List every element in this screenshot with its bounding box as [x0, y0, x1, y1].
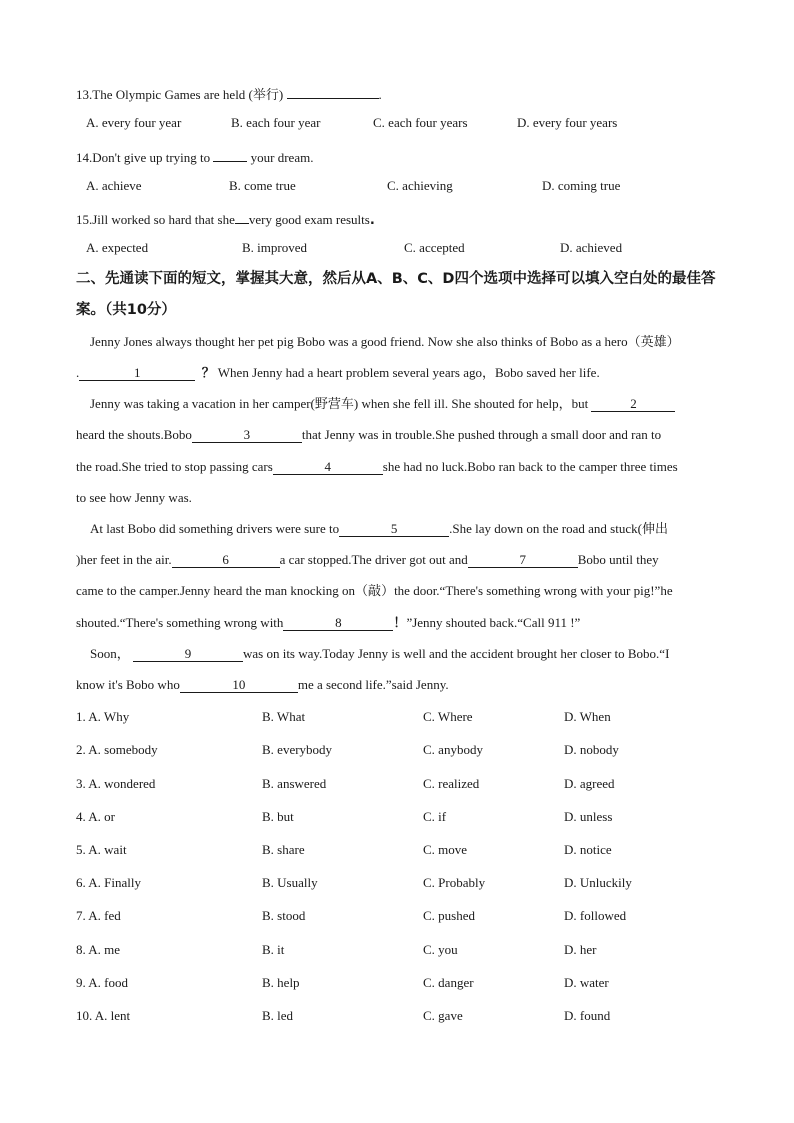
choice-10-a[interactable]: 10. A. lent: [76, 1008, 131, 1023]
q13-period: .: [378, 87, 382, 102]
choice-3-c[interactable]: C. realized: [423, 776, 480, 791]
passage-text: shouted.“There's something wrong with: [76, 615, 284, 630]
passage-line-2: [76, 365, 600, 382]
choice-3-a[interactable]: 3. A. wondered: [76, 776, 156, 791]
passage-line-11: [90, 646, 669, 662]
passage-line-9: [76, 583, 673, 600]
passage-text: Bobo until they: [577, 552, 659, 567]
q13-cn-gloss: 举行: [252, 88, 279, 103]
choice-6-b[interactable]: B. Usually: [262, 875, 318, 890]
passage-text: that Jenny was in trouble.She pushed through a small door and ran to: [301, 427, 662, 442]
blank-3[interactable]: 3: [192, 428, 302, 443]
choice-8-c[interactable]: C. you: [423, 942, 458, 957]
answer-blank[interactable]: [287, 84, 379, 99]
q15-option-a[interactable]: A. expected: [86, 240, 149, 255]
blank-8[interactable]: 8: [283, 616, 393, 631]
choice-10-d[interactable]: D. found: [564, 1008, 611, 1023]
choice-4-b[interactable]: B. but: [262, 809, 294, 824]
q13-option-d[interactable]: D. every four years: [517, 115, 618, 130]
passage-cn-gloss: 敲: [368, 584, 382, 599]
choice-4-c[interactable]: C. if: [423, 809, 447, 824]
choice-8-b[interactable]: B. it: [262, 942, 285, 957]
passage-line-7: [90, 521, 668, 538]
question-14-stem: [76, 147, 313, 166]
blank-9[interactable]: 9: [133, 647, 243, 662]
choice-2-a[interactable]: 2. A. somebody: [76, 742, 158, 757]
q15-text: 15.Jill worked so hard that she: [76, 212, 235, 227]
passage-text: Jenny was taking a vacation in her camper(: [90, 396, 315, 411]
passage-text: ) when she fell ill. She shouted for help，but: [353, 396, 592, 411]
passage-text: )her feet in the air.: [76, 552, 172, 567]
passage-exclamation: ！: [393, 616, 407, 631]
choice-7-d[interactable]: D. followed: [564, 908, 627, 923]
passage-text: ）the door.“There's something wrong with your pig!”he: [381, 583, 673, 598]
choice-9-a[interactable]: 9. A. food: [76, 975, 128, 990]
choice-9-d[interactable]: D. water: [564, 975, 609, 990]
passage-text: was on its way.Today Jenny is well and the accident brought her closer to Bobo.“I: [242, 646, 670, 661]
passage-question-mark: ？: [201, 366, 215, 381]
choice-6-a[interactable]: 6. A. Finally: [76, 875, 142, 890]
choice-7-c[interactable]: C. pushed: [423, 908, 475, 923]
choice-8-a[interactable]: 8. A. me: [76, 942, 121, 957]
q14-option-a[interactable]: A. achieve: [86, 178, 142, 193]
passage-text: the road.She tried to stop passing cars: [76, 459, 273, 474]
passage-text: know it's Bobo who: [76, 677, 180, 692]
answer-blank[interactable]: [235, 209, 249, 224]
q13-text-after: ): [278, 87, 287, 102]
answer-blank[interactable]: [213, 147, 247, 162]
choice-2-d[interactable]: D. nobody: [564, 742, 619, 757]
choice-6-d[interactable]: D. Unluckily: [564, 875, 632, 890]
q13-text: 13.The Olympic Games are held (: [76, 87, 253, 102]
choice-2-c[interactable]: C. anybody: [423, 742, 483, 757]
passage-text: a car stopped.The driver got out and: [279, 552, 468, 567]
section-heading: 二、先通读下面的短文，掌握其大意，然后从A、B、C、D四个选项中选择可以填入空白处的最佳答案。（共10分）: [76, 271, 716, 318]
choice-4-d[interactable]: D. unless: [564, 809, 613, 824]
q13-option-c[interactable]: C. each four years: [373, 115, 468, 130]
passage-text: me a second life.”said Jenny.: [297, 677, 449, 692]
q15-option-d[interactable]: D. achieved: [560, 240, 623, 255]
passage-cn-gloss: （英雄）: [627, 335, 680, 350]
q14-option-b[interactable]: B. come true: [229, 178, 296, 193]
choice-7-a[interactable]: 7. A. fed: [76, 908, 121, 923]
passage-text: she had no luck.Bobo ran back to the camper three times: [382, 459, 678, 474]
choice-5-a[interactable]: 5. A. wait: [76, 842, 127, 857]
question-13-stem: [76, 84, 382, 104]
passage-line-1: [90, 334, 680, 351]
passage-text: ”Jenny shouted back.“Call 911 !”: [406, 615, 581, 630]
blank-7[interactable]: 7: [468, 553, 578, 568]
passage-text: came to the camper.Jenny heard the man knocking on（: [76, 583, 369, 598]
q15-option-b[interactable]: B. improved: [242, 240, 307, 255]
passage-line-6: [76, 490, 192, 506]
choice-5-c[interactable]: C. move: [423, 842, 468, 857]
passage-line-8: [76, 552, 659, 568]
q14-text: 14.Don't give up trying to: [76, 150, 214, 165]
q15-period: .: [369, 213, 375, 228]
choice-8-d[interactable]: D. her: [564, 942, 597, 957]
q15-text-after: very good exam results: [248, 212, 370, 227]
choice-9-c[interactable]: C. danger: [423, 975, 474, 990]
q14-option-c[interactable]: C. achieving: [387, 178, 453, 193]
choice-1-d[interactable]: D. When: [564, 709, 611, 724]
passage-text: When Jenny had a heart problem several years ago，Bobo saved her life.: [214, 365, 600, 380]
choice-3-b[interactable]: B. answered: [262, 776, 327, 791]
choice-1-a[interactable]: 1. A. Why: [76, 709, 130, 724]
passage-line-3: [90, 396, 675, 413]
passage-line-10: [76, 615, 580, 632]
passage-line-4: [76, 427, 661, 443]
passage-line-12: [76, 677, 449, 693]
choice-4-a[interactable]: 4. A. or: [76, 809, 115, 824]
q15-option-c[interactable]: C. accepted: [404, 240, 465, 255]
choice-9-b[interactable]: B. help: [262, 975, 300, 990]
passage-text: Jenny Jones always thought her pet pig Bobo was a good friend. Now she also thinks of Bobo as a hero: [90, 334, 628, 349]
choice-6-c[interactable]: C. Probably: [423, 875, 486, 890]
blank-10[interactable]: 10: [180, 678, 298, 693]
passage-cn-gloss: 伸出: [641, 522, 668, 537]
choice-10-b[interactable]: B. led: [262, 1008, 294, 1023]
passage-line-5: [76, 459, 678, 475]
passage-text: heard the shouts.Bobo: [76, 427, 192, 442]
q14-text-after: your dream.: [247, 150, 314, 165]
q13-option-b[interactable]: B. each four year: [231, 115, 321, 130]
passage-text: .She lay down on the road and stuck(: [449, 521, 642, 536]
choice-3-d[interactable]: D. agreed: [564, 776, 615, 791]
passage-cn-gloss: 野营车: [314, 397, 354, 412]
q13-option-a[interactable]: A. every four year: [86, 115, 182, 130]
passage-text: to see how Jenny was.: [76, 490, 192, 505]
choice-7-b[interactable]: B. stood: [262, 908, 306, 923]
blank-1[interactable]: 1: [79, 366, 195, 381]
blank-5[interactable]: 5: [339, 522, 449, 537]
q14-option-d[interactable]: D. coming true: [542, 178, 621, 193]
passage-text: Soon，: [90, 646, 130, 661]
passage-text: At last Bobo did something drivers were sure to: [90, 521, 340, 536]
choice-10-c[interactable]: C. gave: [423, 1008, 463, 1023]
choice-1-b[interactable]: B. What: [262, 709, 306, 724]
choice-5-d[interactable]: D. notice: [564, 842, 612, 857]
choice-1-c[interactable]: C. Where: [423, 709, 473, 724]
choice-2-b[interactable]: B. everybody: [262, 742, 333, 757]
choice-5-b[interactable]: B. share: [262, 842, 305, 857]
blank-2[interactable]: 2: [591, 397, 675, 412]
blank-4[interactable]: 4: [273, 460, 383, 475]
passage-text: .: [76, 365, 80, 380]
blank-6[interactable]: 6: [172, 553, 280, 568]
question-15-stem: [76, 209, 375, 229]
